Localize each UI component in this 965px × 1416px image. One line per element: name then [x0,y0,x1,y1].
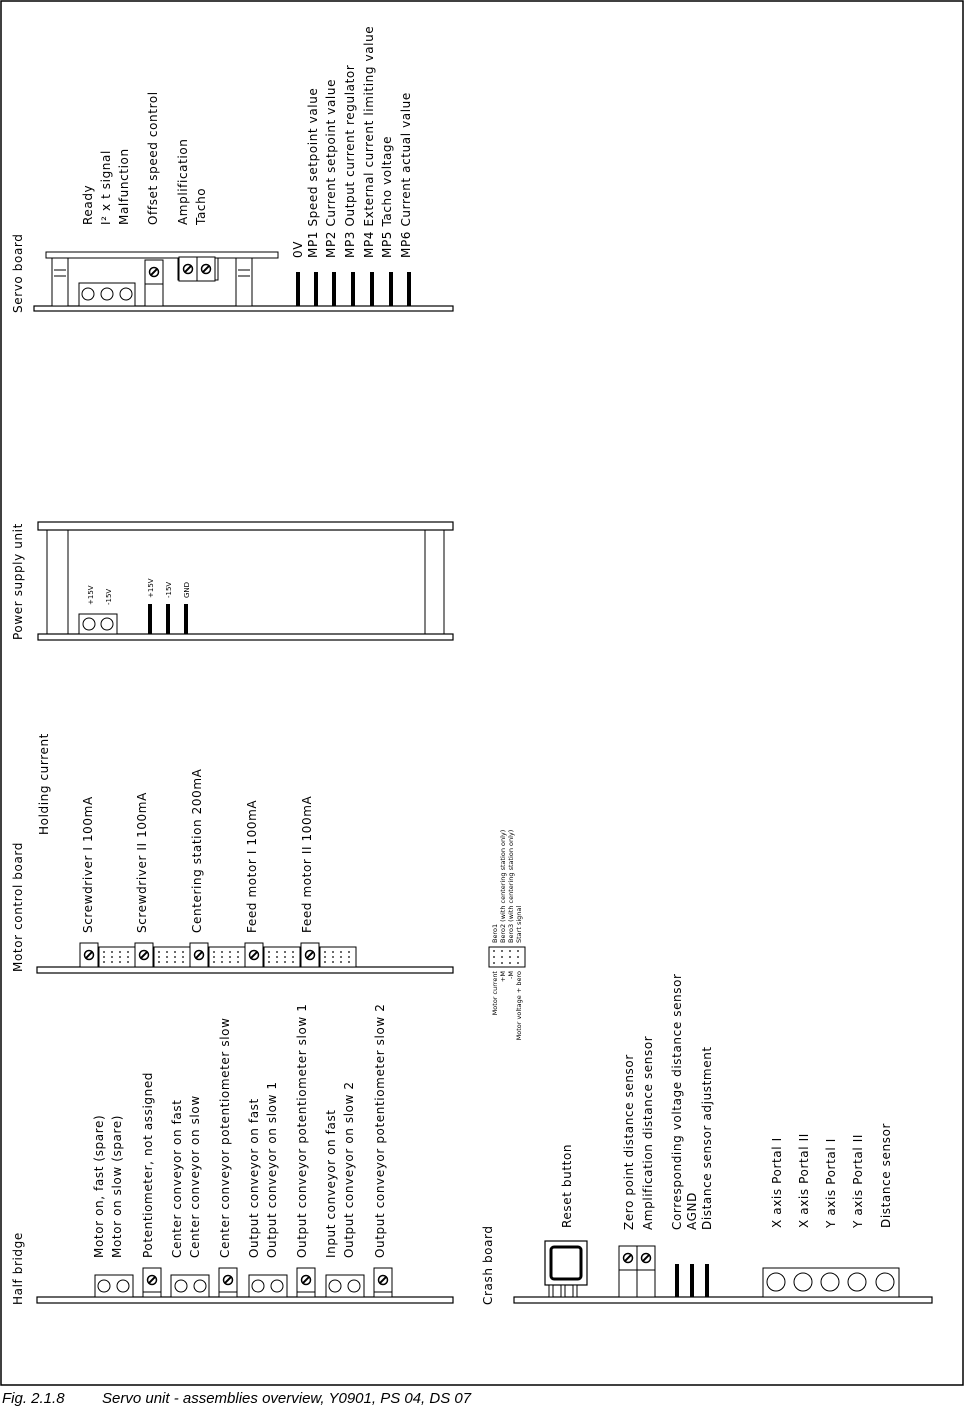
motor-channel-label: Centering station 200mA [190,768,204,933]
half-bridge-label: Output conveyor on slow 2 [342,1081,356,1258]
measure-point-label: MP5 Tacho voltage [380,135,394,258]
half-bridge-label: Input conveyor on fast [324,1109,338,1258]
crash-pot-label: Amplification distance sensor [641,1035,655,1230]
servo-label: I² x t signal [99,150,113,225]
psu-pin-label: +15V [147,578,155,598]
legend-left: Motor current [491,971,499,1016]
motor-control-board [11,733,525,1040]
legend-right: Bero3 (with centering station only) [507,829,515,943]
servo-measure-labels [291,26,413,258]
measure-point-label: MP4 External current limiting value [362,25,376,258]
half-bridge-label: Center conveyor potentiometer slow [218,1017,232,1258]
crash-board [481,973,932,1305]
psu-pin-label: -15V [165,581,173,598]
psu-pins [150,604,186,634]
measure-point-label: MP6 Current actual value [399,92,413,258]
half-bridge-label: Output conveyor potentiometer slow 2 [373,1003,387,1258]
half-bridge-title: Half bridge [11,1232,25,1305]
half-bridge-label: Motor on slow (spare) [110,1114,124,1258]
motor-channel-label: Screwdriver I 100mA [81,796,95,933]
legend-right: Bero2 (with centering station only) [499,829,507,943]
measure-point-label: MP1 Speed setpoint value [306,87,320,258]
legend-left: Motor voltage + bero [515,971,523,1041]
measure-point-label: 0V [291,240,305,258]
figure-title: Servo unit - assemblies overview, Y0901, PS 04, DS 07 [102,1390,472,1407]
half-bridge-label: Potentiometer, not assigned [141,1071,155,1258]
motor-channel-label: Screwdriver II 100mA [135,792,149,933]
servo-measure-pins [298,272,409,306]
motor-legend [489,830,525,1041]
motor-channel-label: Feed motor I 100mA [245,799,259,933]
half-bridge-label: Center conveyor on fast [170,1099,184,1258]
half-bridge-label: Center conveyor on slow [188,1095,202,1258]
servo-label: Tacho [194,187,208,225]
crash-board-title: Crash board [481,1225,495,1305]
connector-label: Y axis Portal II [851,1134,865,1228]
crash-pin-label: AGND [685,1192,699,1230]
servo-label: Offset speed control [146,91,160,225]
legend-right: Start signal [515,905,523,943]
psu-terminal-label: -15V [105,588,113,605]
power-supply-unit [11,522,453,640]
half-bridge [11,1004,453,1305]
psu-pin-label: GND [183,581,191,598]
connector-label: X axis Portal II [797,1133,811,1228]
half-bridge-label: Motor on, fast (spare) [92,1114,106,1258]
figure-caption [2,1390,471,1407]
servo-label: Malfunction [117,148,131,225]
legend-right: Bero1 [491,923,499,943]
connector-label: Distance sensor [879,1122,893,1228]
servo-label: Amplification [176,138,190,225]
legend-left: -M [507,971,515,979]
servo-board-title: Servo board [11,233,25,313]
measure-point-label: MP2 Current setpoint value [324,78,338,258]
crash-pin-label: Distance sensor adjustment [700,1046,714,1230]
crash-pot-label: Zero point distance sensor [622,1054,636,1230]
motor-control-title: Motor control board [11,842,25,972]
servo-board [11,26,453,313]
servo-board-labels [81,91,208,226]
servo-label: Ready [81,184,95,225]
reset-button-label: Reset button [560,1143,574,1228]
power-supply-title: Power supply unit [11,523,25,640]
motor-channel-label: Feed motor II 100mA [300,795,314,933]
psu-terminal-label: +15V [87,585,95,605]
figure-number: Fig. 2.1.8 [2,1390,65,1407]
connector-label: X axis Portal I [770,1137,784,1228]
half-bridge-label: Output conveyor potentiometer slow 1 [295,1003,309,1258]
half-bridge-label: Output conveyor on slow 1 [265,1081,279,1258]
measure-point-label: MP3 Output current regulator [343,64,357,258]
crash-pins [677,1264,707,1297]
legend-left: +M [499,971,507,983]
half-bridge-label: Output conveyor on fast [247,1098,261,1258]
connector-label: Y axis Portal I [824,1138,838,1228]
holding-current-header: Holding current [37,733,51,835]
crash-pin-label: Corresponding voltage distance sensor [670,973,684,1230]
